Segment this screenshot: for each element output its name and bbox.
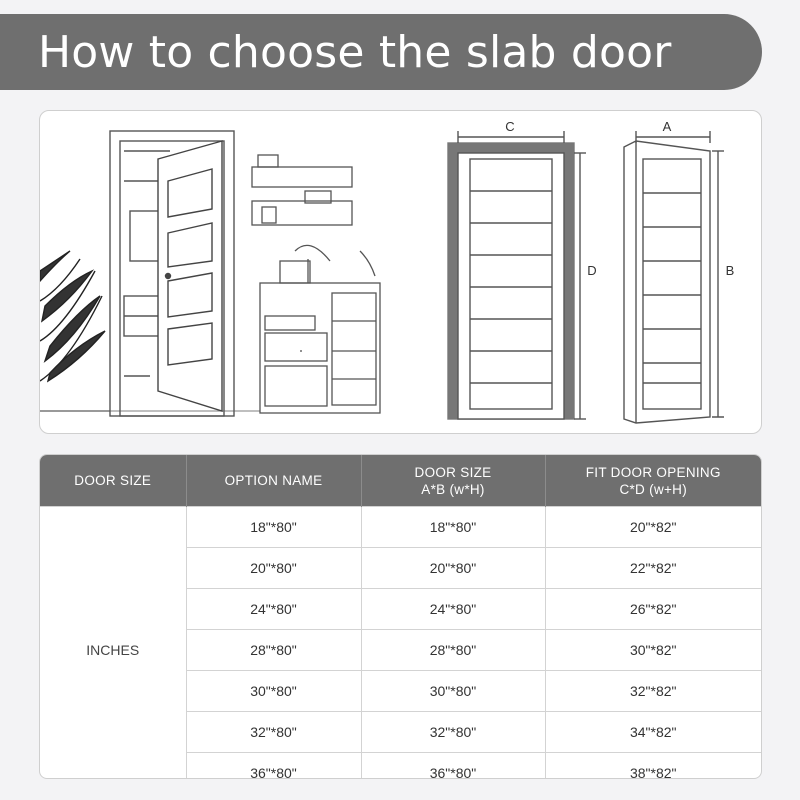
header-fit-door-opening: FIT DOOR OPENING C*D (w+H) xyxy=(545,455,761,507)
opening-cell: 30"*82" xyxy=(545,630,761,671)
option-cell: 28"*80" xyxy=(186,630,361,671)
option-cell: 24"*80" xyxy=(186,589,361,630)
opening-cell: 38"*82" xyxy=(545,753,761,780)
door-illustration-panel xyxy=(39,110,762,434)
header-door-size: DOOR SIZE xyxy=(40,455,186,507)
open-door-leaf xyxy=(158,141,222,411)
page-title: How to choose the slab door xyxy=(38,26,672,78)
table-row xyxy=(40,507,761,548)
option-cell: 36"*80" xyxy=(186,753,361,780)
door-illustration xyxy=(40,111,761,433)
opening-cell: 20"*82" xyxy=(545,507,761,548)
table-header-row xyxy=(40,455,761,507)
dim-label-a: A xyxy=(662,119,672,134)
size-cell: 24"*80" xyxy=(361,589,545,630)
header-door-size-ab: DOOR SIZE A*B (w*H) xyxy=(361,455,545,507)
size-cell: 28"*80" xyxy=(361,630,545,671)
header-option-name: OPTION NAME xyxy=(186,455,361,507)
lamp-icon xyxy=(295,245,375,283)
cabinet xyxy=(260,261,380,413)
opening-cell: 32"*82" xyxy=(545,671,761,712)
opening-cell: 34"*82" xyxy=(545,712,761,753)
plant-icon xyxy=(40,251,105,381)
size-cell: 36"*80" xyxy=(361,753,545,780)
size-cell: 18"*80" xyxy=(361,507,545,548)
dim-label-d: D xyxy=(587,263,597,278)
door-opening-diagram xyxy=(448,131,586,419)
dim-label-b: B xyxy=(725,263,735,278)
wall-shelves xyxy=(252,155,352,225)
option-cell: 30"*80" xyxy=(186,671,361,712)
size-cell: 30"*80" xyxy=(361,671,545,712)
option-cell: 20"*80" xyxy=(186,548,361,589)
size-cell: 20"*80" xyxy=(361,548,545,589)
slab-door-diagram xyxy=(624,131,724,423)
dim-label-c: C xyxy=(505,119,515,134)
option-cell: 18"*80" xyxy=(186,507,361,548)
group-label-inches: INCHES xyxy=(40,507,186,780)
size-table xyxy=(39,454,762,779)
option-cell: 32"*80" xyxy=(186,712,361,753)
opening-cell: 26"*82" xyxy=(545,589,761,630)
size-cell: 32"*80" xyxy=(361,712,545,753)
title-banner xyxy=(0,14,762,90)
opening-cell: 22"*82" xyxy=(545,548,761,589)
